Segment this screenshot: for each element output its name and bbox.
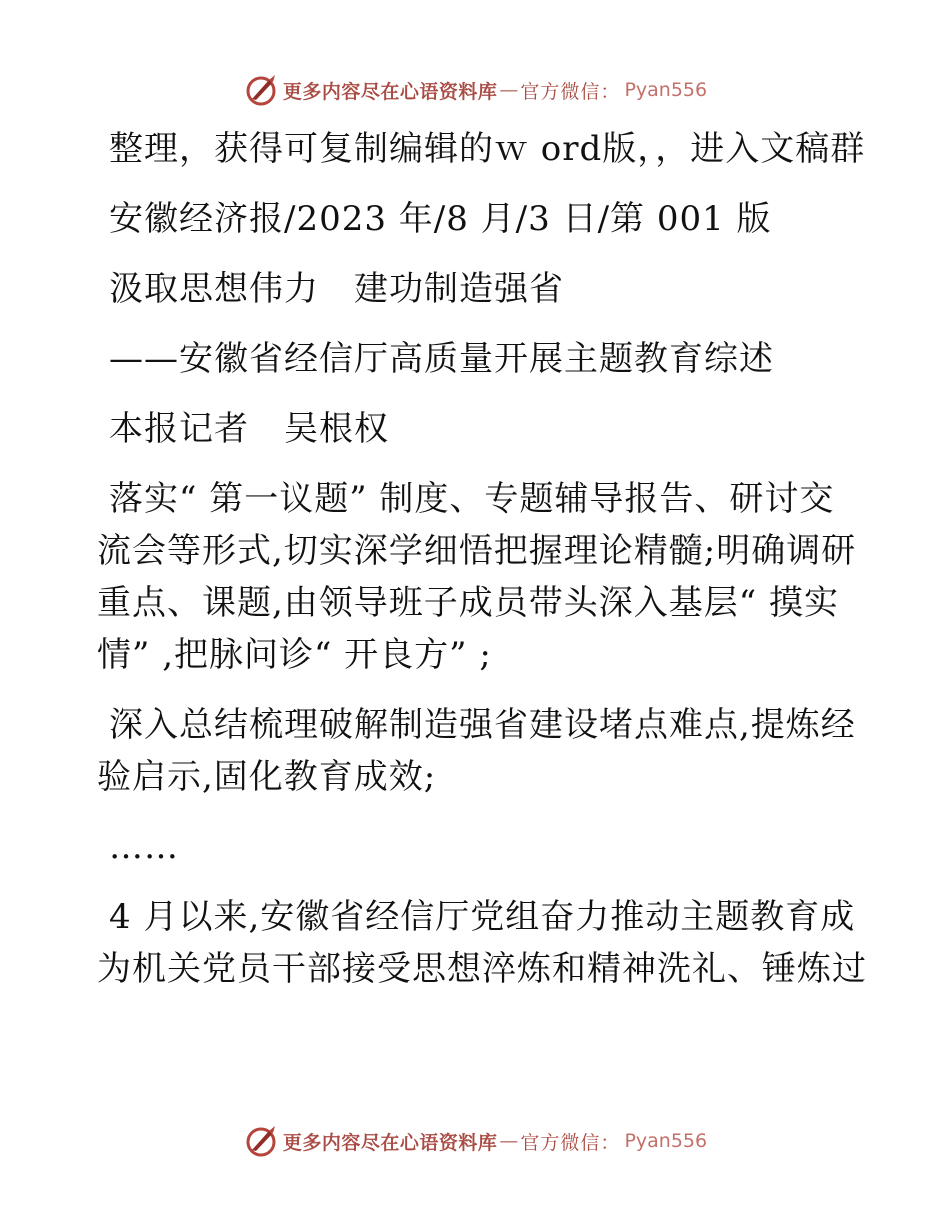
ellipsis: …… <box>109 827 179 867</box>
document-body <box>97 118 867 995</box>
headline: 汲取思想伟力 建功制造强省 <box>109 269 564 309</box>
subtitle: ——安徽省经信厅高质量开展主题教育综述 <box>109 339 774 379</box>
watermark-site-text: 更多内容尽在心语资料库 <box>282 1131 498 1154</box>
body-paragraph-2: 深入总结梳理破解制造强省建设堵点难点,提炼经验启示,固化教育成效; <box>97 705 856 797</box>
watermark-header <box>0 70 950 110</box>
quill-circle-icon <box>243 1123 279 1159</box>
watermark-label: 官方微信： <box>520 80 621 103</box>
body-paragraph-3: 4 月以来,安徽省经信厅党组奋力推动主题教育成为机关党员干部接受思想淬炼和精神洗礼、锤炼过 <box>97 897 867 989</box>
watermark-wechat-id: Pyan556 <box>624 79 708 101</box>
byline: 本报记者 吴根权 <box>109 409 389 449</box>
watermark-label: 官方微信： <box>520 1131 621 1154</box>
watermark-separator: — <box>499 1130 519 1152</box>
quill-circle-icon <box>243 72 279 108</box>
watermark-wechat-id: Pyan556 <box>624 1130 708 1152</box>
body-paragraph-1: 落实“ 第一议题” 制度、专题辅导报告、研讨交流会等形式,切实深学细悟把握理论精髓;明确调研重点、课题,由领导班子成员带头深入基层“ 摸实情” ,把脉问诊“ 开良方” ; <box>97 479 857 675</box>
watermark-separator: — <box>499 79 519 101</box>
watermark-footer <box>0 1121 950 1161</box>
source-line: 安徽经济报/2023 年/8 月/3 日/第 001 版 <box>109 199 772 239</box>
watermark-site-text: 更多内容尽在心语资料库 <box>282 80 498 103</box>
intro-paragraph: 整理，获得可复制编辑的ｗ ord版，，进入文稿群 <box>109 129 866 169</box>
